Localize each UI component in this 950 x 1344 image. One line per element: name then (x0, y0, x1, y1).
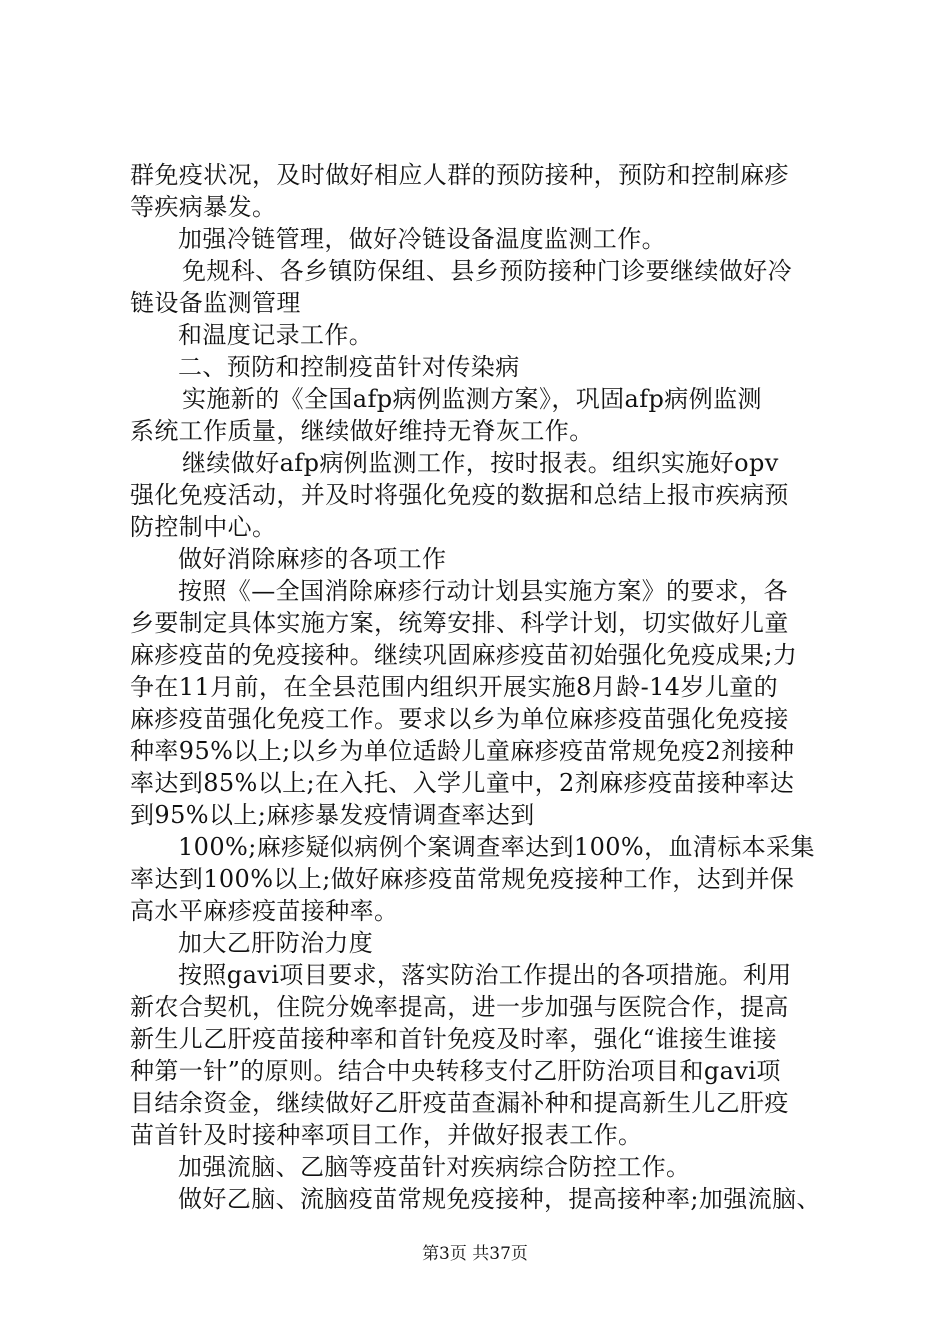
text-line: 目结余资金，继续做好乙肝疫苗查漏补种和提高新生儿乙肝疫 (130, 1089, 789, 1117)
text-line: 麻疹疫苗的免疫接种。继续巩固麻疹疫苗初始强化免疫成果;力 (130, 641, 798, 669)
text-line: 麻疹疫苗强化免疫工作。要求以乡为单位麻疹疫苗强化免疫接 (130, 705, 789, 733)
text-line: 系统工作质量，继续做好维持无脊灰工作。 (130, 417, 594, 445)
text-line: 链设备监测管理 (130, 289, 301, 317)
text-line: 率达到85%以上;在入托、入学儿童中，2剂麻疹疫苗接种率达 (130, 769, 795, 797)
text-line: 做好消除麻疹的各项工作 (178, 545, 447, 573)
text-line: 二、预防和控制疫苗针对传染病 (178, 353, 520, 381)
text-line: 免规科、各乡镇防保组、县乡预防接种门诊要继续做好冷 (182, 257, 792, 285)
text-line: 率达到100%以上;做好麻疹疫苗常规免疫接种工作，达到并保 (130, 865, 795, 893)
text-line: 苗首针及时接种率项目工作，并做好报表工作。 (130, 1121, 643, 1149)
text-line: 防控制中心。 (130, 513, 277, 541)
text-line: 乡要制定具体实施方案，统筹安排、科学计划，切实做好儿童 (130, 609, 789, 637)
text-line: 种第一针”的原则。结合中央转移支付乙肝防治项目和gavi项 (130, 1057, 781, 1085)
text-line: 高水平麻疹疫苗接种率。 (130, 897, 399, 925)
text-line: 群免疫状况，及时做好相应人群的预防接种，预防和控制麻疹 (130, 161, 789, 189)
text-line: 强化免疫活动，并及时将强化免疫的数据和总结上报市疾病预 (130, 481, 789, 509)
text-line: 100%;麻疹疑似病例个案调查率达到100%，血清标本采集 (178, 833, 815, 861)
text-line: 到95%以上;麻疹暴发疫情调查率达到 (130, 801, 535, 829)
text-line: 等疾病暴发。 (130, 193, 277, 221)
text-line: 和温度记录工作。 (178, 321, 374, 349)
text-line: 加大乙肝防治力度 (178, 929, 374, 957)
text-line: 按照gavi项目要求，落实防治工作提出的各项措施。利用 (178, 961, 792, 989)
text-line: 新农合契机，住院分娩率提高，进一步加强与医院合作，提高 (130, 993, 789, 1021)
text-line: 按照《—全国消除麻疹行动计划县实施方案》的要求，各 (178, 577, 788, 605)
text-line: 继续做好afp病例监测工作，按时报表。组织实施好opv (182, 449, 779, 477)
text-line: 加强冷链管理，做好冷链设备温度监测工作。 (178, 225, 666, 253)
text-line: 新生儿乙肝疫苗接种率和首针免疫及时率，强化“谁接生谁接 (130, 1025, 778, 1053)
text-line: 做好乙脑、流脑疫苗常规免疫接种，提高接种率;加强流脑、 (178, 1185, 821, 1213)
text-line: 加强流脑、乙脑等疫苗针对疾病综合防控工作。 (178, 1153, 691, 1181)
text-line: 种率95%以上;以乡为单位适龄儿童麻疹疫苗常规免疫2剂接种 (130, 737, 795, 765)
text-line: 实施新的《全国afp病例监测方案》，巩固afp病例监测 (182, 385, 762, 413)
page-footer: 第3页 共37页 (422, 1244, 528, 1264)
text-line: 争在11月前，在全县范围内组织开展实施8月龄-14岁儿童的 (130, 673, 779, 701)
